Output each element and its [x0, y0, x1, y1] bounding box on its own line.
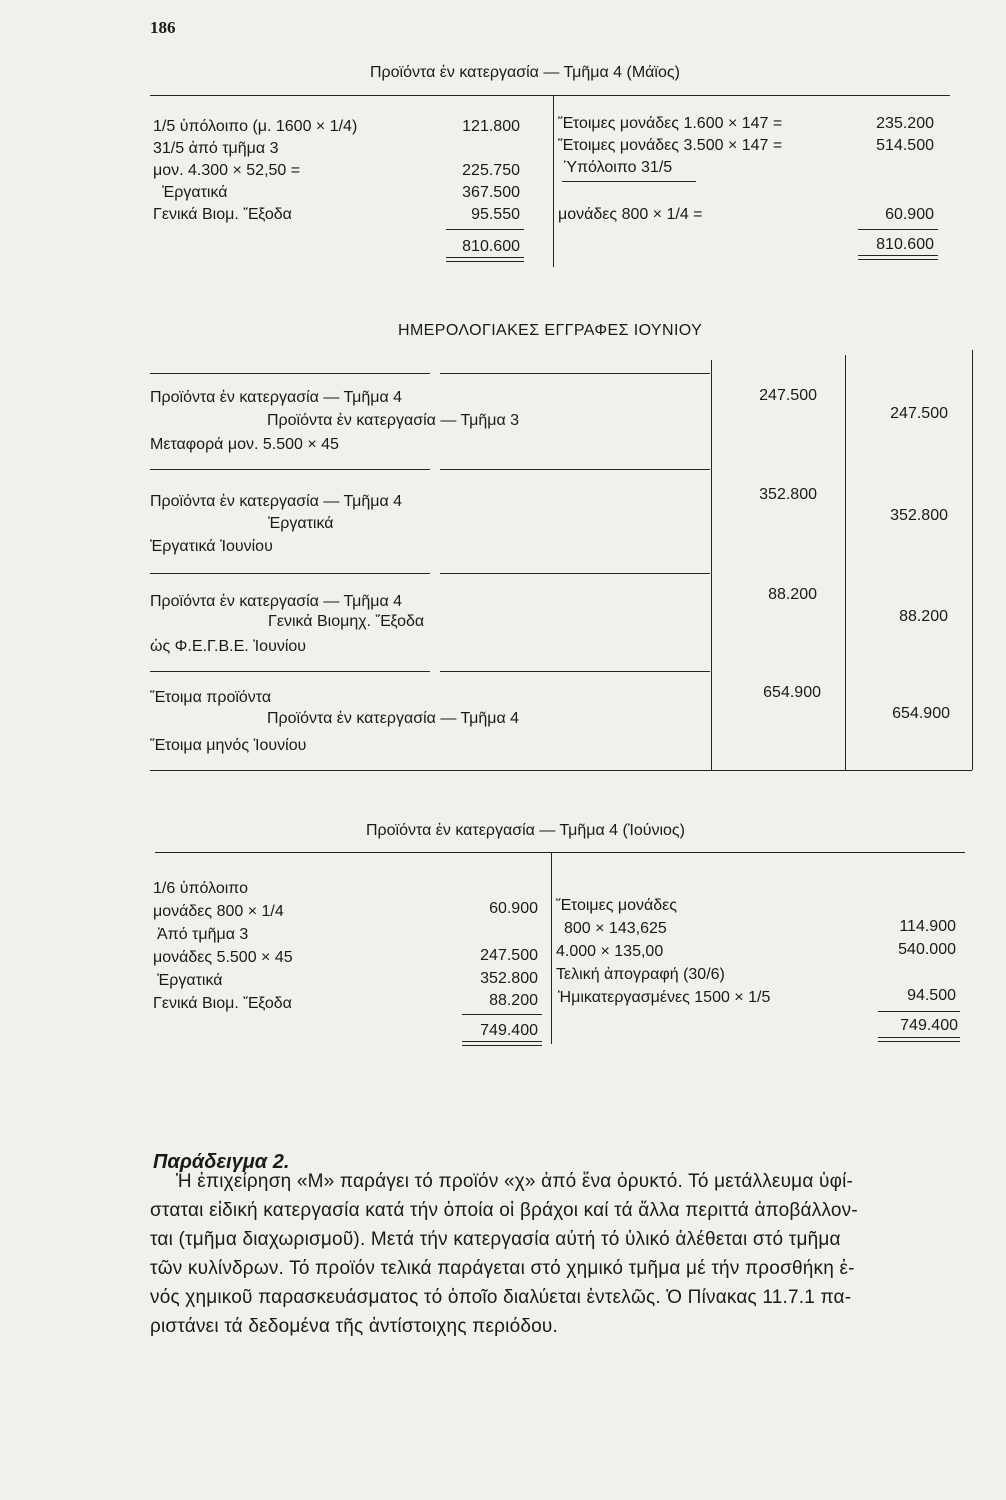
credit-line: Ἕτοιμες μονάδες 3.500 × 147 =: [558, 137, 783, 154]
example-paragraph: [150, 1167, 972, 1341]
journal-debit-account: Προϊόντα ἐν κατεργασία — Τμῆμα 4: [150, 493, 403, 510]
debit-amount: 247.500: [480, 947, 538, 964]
credit-amount: 60.900: [885, 206, 934, 223]
journal-rule: [150, 671, 430, 672]
debit-amount: 352.800: [480, 970, 538, 987]
debit-line: Ἐργατικά: [162, 184, 228, 201]
credit-line: Ὑπόλοιπο 31/5: [564, 159, 673, 176]
debit-line: μονάδες 800 × 1/4: [153, 903, 284, 920]
journal-title: ΗΜΕΡΟΛΟΓΙΑΚΕΣ ΕΓΓΡΑΦΕΣ ΙΟΥΝΙΟΥ: [398, 322, 703, 339]
credit-amount: 235.200: [876, 115, 934, 132]
journal-memo: ὡς Φ.Ε.Γ.Β.Ε. Ἰουνίου: [150, 638, 307, 655]
debit-amount: 60.900: [489, 900, 538, 917]
debit-line: μονάδες 5.500 × 45: [153, 949, 293, 966]
debit-total: 810.600: [462, 238, 520, 255]
total-double-rule: [446, 257, 524, 258]
journal-rule: [440, 469, 710, 470]
subtotal-rule: [878, 1011, 960, 1012]
credit-line: 4.000 × 135,00: [556, 943, 664, 960]
journal-credit-amount: 352.800: [890, 507, 948, 524]
credit-line: Ἕτοιμες μονάδες: [556, 897, 678, 914]
journal-debit-account: Προϊόντα ἐν κατεργασία — Τμῆμα 4: [150, 389, 403, 406]
t-account-top-rule: [150, 95, 950, 96]
journal-rule: [150, 770, 972, 771]
subtotal-rule: [858, 229, 938, 230]
journal-credit-amount: 654.900: [892, 705, 950, 722]
credit-total: 810.600: [876, 236, 934, 253]
subtotal-rule: [462, 1014, 542, 1015]
credit-line: Ἡμικατεργασμένες 1500 × 1/5: [558, 989, 771, 1006]
debit-line: 1/5 ὑπόλοιπο (μ. 1600 × 1/4): [153, 118, 358, 135]
t-account-title: Προϊόντα ἐν κατεργασία — Τμῆμα 4 (Μάϊος): [370, 64, 680, 81]
total-double-rule: [446, 261, 524, 262]
journal-memo: Ἕτοιμα μηνός Ἰουνίου: [150, 737, 307, 754]
journal-debit-account: Ἕτοιμα προϊόντα: [150, 689, 272, 706]
journal-credit-amount: 88.200: [899, 608, 948, 625]
page-number: 186: [150, 18, 176, 37]
underline-rule: [562, 181, 696, 182]
credit-amount: 94.500: [907, 987, 956, 1004]
paragraph-line: ται (τμῆμα διαχωρισμοῦ). Μετά τήν κατεργασία αὐτή τό ὑλικό ἀλέθεται στό τμῆμα: [150, 1229, 841, 1250]
paragraph-line: νός χημικοῦ παρασκευάσματος τό ὁποῖο διαλύεται ἐντελῶς. Ὁ Πίνακας 11.7.1 πα-: [150, 1287, 852, 1308]
journal-debit-amount: 352.800: [759, 486, 817, 503]
journal-memo: Ἐργατικά Ἰουνίου: [150, 538, 273, 555]
journal-column-divider: [711, 360, 712, 770]
credit-line: 800 × 143,625: [564, 920, 667, 937]
paragraph-line: Ἡ ἐπιχείρηση «Μ» παράγει τό προϊόν «χ» ἀπό ἕνα ὀρυκτό. Τό μετάλλευμα ὑφί-: [176, 1171, 854, 1192]
debit-line: Ἀπό τμῆμα 3: [157, 926, 249, 943]
journal-rule: [440, 373, 710, 374]
credit-total: 749.400: [900, 1017, 958, 1034]
debit-amount: 95.550: [471, 206, 520, 223]
credit-line: μονάδες 800 × 1/4 =: [558, 206, 703, 223]
debit-amount: 367.500: [462, 184, 520, 201]
subtotal-rule: [446, 229, 524, 230]
total-double-rule: [878, 1037, 960, 1038]
example-heading: Παράδειγμα 2.: [153, 1151, 290, 1173]
total-double-rule: [462, 1041, 542, 1042]
debit-amount: 88.200: [489, 992, 538, 1009]
journal-debit-amount: 247.500: [759, 387, 817, 404]
credit-line: Τελική ἀπογραφή (30/6): [556, 966, 725, 983]
t-account-divider: [551, 852, 552, 1044]
journal-rule: [150, 469, 430, 470]
t-account-top-rule: [155, 852, 965, 853]
journal-column-divider: [845, 355, 846, 770]
journal-rule: [440, 573, 710, 574]
journal-credit-amount: 247.500: [890, 405, 948, 422]
debit-line: 1/6 ὑπόλοιπο: [153, 880, 248, 897]
debit-amount: 225.750: [462, 162, 520, 179]
paragraph-line: ριστάνει τά δεδομένα τῆς ἀντίστοιχης περιόδου.: [150, 1316, 558, 1337]
journal-credit-account: Προϊόντα ἐν κατεργασία — Τμῆμα 4: [267, 710, 520, 727]
journal-debit-amount: 88.200: [768, 586, 817, 603]
credit-amount: 514.500: [876, 137, 934, 154]
paragraph-line: σταται εἰδική κατεργασία κατά τήν ὁποία οἱ βράχοι καί τά ἄλλα περιττά ἀποβάλλον-: [150, 1200, 858, 1221]
credit-line: Ἕτοιμες μονάδες 1.600 × 147 =: [558, 115, 783, 132]
debit-total: 749.400: [480, 1022, 538, 1039]
t-account-divider: [553, 95, 554, 267]
total-double-rule: [858, 255, 938, 256]
journal-credit-account: Ἐργατικά: [268, 515, 334, 532]
total-double-rule: [462, 1045, 542, 1046]
journal-rule: [150, 373, 430, 374]
journal-right-border: [972, 350, 973, 770]
journal-debit-account: Προϊόντα ἐν κατεργασία — Τμῆμα 4: [150, 593, 403, 610]
debit-line: Ἐργατικά: [157, 972, 223, 989]
paragraph-line: τῶν κυλίνδρων. Τό προϊόν τελικά παράγεται στό χημικό τμῆμα μέ τήν προσθήκη ἑ-: [150, 1258, 855, 1279]
debit-line: Γενικά Βιομ. Ἔξοδα: [153, 206, 292, 223]
journal-credit-account: Γενικά Βιομηχ. Ἔξοδα: [268, 613, 425, 630]
journal-credit-account: Προϊόντα ἐν κατεργασία — Τμῆμα 3: [267, 412, 520, 429]
debit-amount: 121.800: [462, 118, 520, 135]
debit-line: 31/5 ἀπό τμῆμα 3: [153, 140, 279, 157]
journal-memo: Μεταφορά μον. 5.500 × 45: [150, 436, 339, 453]
total-double-rule: [878, 1041, 960, 1042]
journal-rule: [440, 671, 710, 672]
t-account-title: Προϊόντα ἐν κατεργασία — Τμῆμα 4 (Ἰούνιος): [366, 822, 685, 839]
credit-amount: 114.900: [899, 918, 956, 935]
total-double-rule: [858, 259, 938, 260]
debit-line: μον. 4.300 × 52,50 =: [153, 162, 301, 179]
debit-line: Γενικά Βιομ. Ἔξοδα: [153, 995, 292, 1012]
credit-amount: 540.000: [898, 941, 956, 958]
journal-debit-amount: 654.900: [763, 684, 821, 701]
journal-rule: [150, 573, 430, 574]
